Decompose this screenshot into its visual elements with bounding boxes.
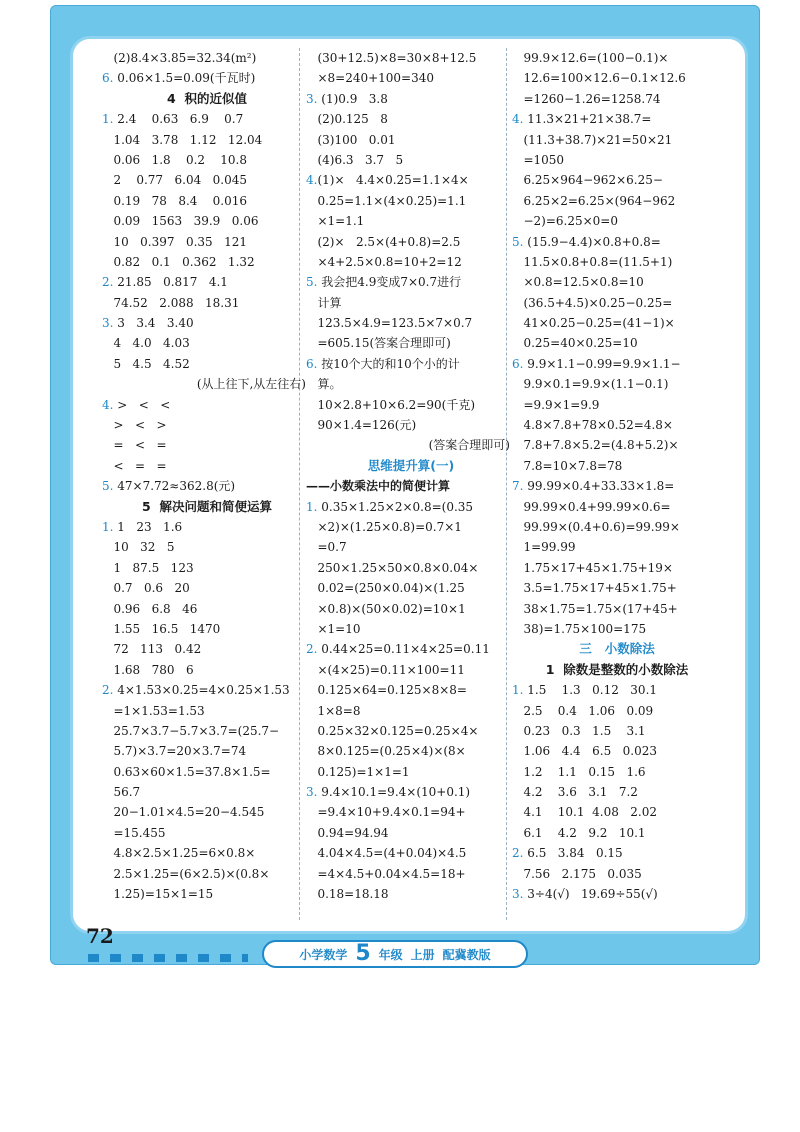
- answer-text: 4.8×2.5×1.25=6×0.8×: [102, 846, 256, 861]
- answer-line: [512, 89, 722, 109]
- answer-line: [102, 191, 312, 211]
- answer-line: [102, 48, 312, 68]
- answer-line: [306, 293, 516, 313]
- answer-text: 0.19 78 8.4 0.016: [102, 193, 248, 208]
- answer-text: 1.25)=15×1=15: [102, 887, 214, 902]
- answer-text: 算。: [306, 377, 342, 392]
- answer-text: 123.5×4.9=123.5×7×0.7: [306, 316, 473, 331]
- answer-line: [512, 293, 722, 313]
- answer-text: 2.5 0.4 1.06 0.09: [512, 703, 654, 718]
- answer-text: 20−1.01×4.5=20−4.545: [102, 805, 265, 820]
- answer-text: ×(4×25)=0.11×100=11: [306, 662, 465, 677]
- answer-line: [512, 782, 722, 802]
- answer-text: ×8=240+100=340: [306, 71, 435, 86]
- answer-text: 72 113 0.42: [102, 642, 202, 657]
- answer-text: 6.5 3.84 0.15: [523, 846, 623, 861]
- answer-text: 0.35×1.25×2×0.8=(0.35: [317, 499, 474, 514]
- answer-line: [306, 639, 516, 659]
- answer-text: 0.25=1.1×(4×0.25)=1.1: [306, 193, 467, 208]
- answer-text: =1×1.53=1.53: [102, 703, 205, 718]
- answer-line: [512, 109, 722, 129]
- question-number: 2.: [306, 642, 318, 657]
- answer-text: 4.04×4.5=(4+0.04)×4.5: [306, 846, 467, 861]
- section-heading: 4 积的近似值: [167, 90, 247, 106]
- answer-text: 0.125)=1×1=1: [306, 764, 410, 779]
- answer-line: [306, 333, 516, 353]
- answer-text: ×1=10: [306, 621, 361, 636]
- answer-text: =9.4×10+9.4×0.1=94+: [306, 805, 466, 820]
- answer-text: 4×1.53×0.25=4×0.25×1.53: [113, 683, 290, 698]
- answer-text: =9.9×1=9.9: [512, 397, 600, 412]
- answer-line: [306, 660, 516, 680]
- answer-line: [102, 619, 312, 639]
- answer-text: (3)100 0.01: [306, 132, 396, 147]
- answer-line: [306, 619, 516, 639]
- answer-line: [306, 843, 516, 863]
- question-number: 1.: [102, 112, 114, 127]
- footer-subject: 小学数学: [299, 947, 348, 962]
- answer-text: 0.96 6.8 46: [102, 601, 198, 616]
- answer-text: 2 0.77 6.04 0.045: [102, 173, 248, 188]
- answer-text: 41×0.25−0.25=(41−1)×: [512, 316, 675, 331]
- answer-line: [306, 782, 516, 802]
- answer-text: 4 4.0 4.03: [102, 336, 190, 351]
- answer-note: (答案合理即可): [428, 438, 510, 453]
- answer-line: [512, 721, 722, 741]
- footer-grade-word: 年级: [378, 947, 403, 962]
- answer-line: [306, 497, 516, 517]
- answer-text: 4.8×7.8+78×0.52=4.8×: [512, 418, 673, 433]
- answer-text: 0.06 1.8 0.2 10.8: [102, 152, 248, 167]
- answer-line: [512, 537, 722, 557]
- answer-line: [512, 558, 722, 578]
- question-number: 3.: [512, 887, 524, 902]
- answer-line: [102, 680, 312, 700]
- answer-text: 10 32 5: [102, 540, 175, 555]
- question-number: 4.: [102, 397, 114, 412]
- question-number: 2.: [102, 683, 114, 698]
- answer-text: 11.3×21+21×38.7=: [523, 112, 652, 127]
- answer-line: [512, 272, 722, 292]
- answer-text: 6.25×964−962×6.25−: [512, 173, 663, 188]
- answer-line: [306, 48, 516, 68]
- answer-line: [306, 395, 516, 415]
- answer-line: [102, 802, 312, 822]
- answer-line: [306, 354, 516, 374]
- section-heading: 1 除数是整数的小数除法: [545, 661, 689, 677]
- answer-text: 2.4 0.63 6.9 0.7: [113, 112, 244, 127]
- answer-line: [306, 89, 516, 109]
- answer-column-1: [102, 48, 312, 904]
- answer-line: [102, 558, 312, 578]
- answer-line: [512, 476, 722, 496]
- answer-text: 5.7)×3.7=20×3.7=74: [102, 744, 247, 759]
- answer-text: ×1=1.1: [306, 214, 365, 229]
- answer-line: [512, 884, 722, 904]
- answer-line: [102, 823, 312, 843]
- answer-line: [512, 150, 722, 170]
- answer-text: (2)8.4×3.85=32.34(m²): [102, 51, 257, 65]
- question-number: 1.: [102, 519, 114, 534]
- page-number: 72: [86, 924, 114, 948]
- answer-text: =1050: [512, 152, 565, 167]
- answer-text: 1.55 16.5 1470: [102, 621, 221, 636]
- answer-line: [102, 476, 312, 496]
- answer-text: ×4+2.5×0.8=10+2=12: [306, 254, 462, 269]
- answer-column-3: [512, 48, 722, 904]
- answer-line: [306, 252, 516, 272]
- answer-line: [306, 232, 516, 252]
- answer-text: 99.9×12.6=(100−0.1)×: [512, 51, 669, 65]
- answer-line: [102, 272, 312, 292]
- answer-text: 0.25=40×0.25=10: [512, 336, 638, 351]
- question-number: 2.: [102, 275, 114, 290]
- question-number: 1.: [306, 499, 318, 514]
- answer-text: 1 87.5 123: [102, 560, 194, 575]
- answer-line: [306, 823, 516, 843]
- answer-line: [512, 843, 722, 863]
- answer-text: 1×8=8: [306, 703, 361, 718]
- answer-text: 10 0.397 0.35 121: [102, 234, 248, 249]
- answer-text: 0.125×64=0.125×8×8=: [306, 683, 467, 698]
- answer-text: (2)× 2.5×(4+0.8)=2.5: [306, 234, 461, 249]
- answer-line: [102, 170, 312, 190]
- answer-line: [306, 802, 516, 822]
- answer-line: [306, 109, 516, 129]
- answer-note: (从上往下,从左往右): [196, 377, 306, 392]
- answer-text: 7.56 2.175 0.035: [512, 866, 642, 881]
- answer-line: [512, 456, 722, 476]
- answer-line: [102, 415, 312, 435]
- answer-line: [102, 456, 312, 476]
- answer-column-2: [306, 48, 516, 904]
- answer-text: 7.8=10×7.8=78: [512, 458, 623, 473]
- answer-text: ×0.8=12.5×0.8=10: [512, 275, 644, 290]
- answer-text: 计算: [306, 295, 342, 310]
- answer-line: [512, 762, 722, 782]
- answer-text: 90×1.4=126(元): [306, 418, 417, 433]
- answer-line: [512, 741, 722, 761]
- answer-text: 12.6=100×12.6−0.1×12.6: [512, 71, 686, 86]
- answer-line: [102, 884, 312, 904]
- answer-line: [512, 354, 722, 374]
- answer-text: 99.99×(0.4+0.6)=99.99×: [512, 519, 680, 534]
- answer-line: [306, 150, 516, 170]
- answer-line: [102, 68, 312, 88]
- answer-text: 11.5×0.8+0.8=(11.5+1): [512, 254, 673, 269]
- answer-text: 1.04 3.78 1.12 12.04: [102, 132, 263, 147]
- answer-line: [306, 762, 516, 782]
- answer-text: 0.44×25=0.11×4×25=0.11: [317, 642, 490, 657]
- answer-line: [512, 211, 722, 231]
- answer-line: [306, 884, 516, 904]
- answer-text: 1.5 1.3 0.12 30.1: [523, 683, 658, 698]
- footer-edition: 配冀教版: [442, 947, 491, 962]
- answer-line: [102, 435, 312, 455]
- answer-text: 3÷4(√) 19.69÷55(√): [523, 887, 658, 902]
- answer-text: 6.25×2=6.25×(964−962: [512, 193, 676, 208]
- answer-line: [512, 170, 722, 190]
- question-number: 4.: [306, 173, 318, 188]
- answer-text: (11.3+38.7)×21=50×21: [512, 132, 673, 147]
- answer-line: [306, 578, 516, 598]
- answer-line: [102, 150, 312, 170]
- section-heading: 5 解决问题和简便运算: [142, 498, 272, 514]
- footer-banner: [262, 940, 528, 968]
- answer-line: [102, 639, 312, 659]
- answer-text: 56.7: [102, 785, 141, 800]
- answer-line: [306, 313, 516, 333]
- answer-text: 0.94=94.94: [306, 825, 389, 840]
- answer-text: 47×7.72≈362.8(元): [113, 479, 236, 494]
- answer-text: 1=99.99: [512, 540, 576, 555]
- answer-text: 0.09 1563 39.9 0.06: [102, 214, 259, 229]
- answer-text: 10×2.8+10×6.2=90(千克): [306, 397, 476, 412]
- answer-text: (1)0.9 3.8: [317, 91, 388, 106]
- question-number: 4.: [512, 112, 524, 127]
- answer-text: 9.9×1.1−0.99=9.9×1.1−: [523, 356, 681, 371]
- answer-text: 8×0.125=(0.25×4)×(8×: [306, 744, 466, 759]
- answer-text: 1.2 1.1 0.15 1.6: [512, 764, 646, 779]
- answer-text: < = =: [102, 458, 167, 473]
- answer-line: [102, 537, 312, 557]
- answer-text: 4.2 3.6 3.1 7.2: [512, 785, 638, 800]
- section-heading: 思维提升算(一): [367, 457, 455, 473]
- answer-text: 7.8+7.8×5.2=(4.8+5.2)×: [512, 438, 679, 453]
- answer-text: 按10个大的和10个小的计: [317, 356, 460, 371]
- section-subtitle: ——小数乘法中的简便计算: [306, 479, 451, 494]
- answer-line: [512, 680, 722, 700]
- answer-text: 0.7 0.6 20: [102, 581, 190, 596]
- answer-line: [102, 701, 312, 721]
- answer-line: [306, 191, 516, 211]
- question-number: 6.: [512, 356, 524, 371]
- answer-line: [102, 395, 312, 415]
- answer-text: =4×4.5+0.04×4.5=18+: [306, 866, 466, 881]
- answer-line: [512, 497, 722, 517]
- footer-volume: 上册: [410, 947, 435, 962]
- answer-text: 0.18=18.18: [306, 887, 389, 902]
- answer-text: 2.5×1.25=(6×2.5)×(0.8×: [102, 866, 270, 881]
- answer-line: [512, 517, 722, 537]
- answer-text: 3 3.4 3.40: [113, 316, 194, 331]
- answer-text: (2)0.125 8: [306, 112, 388, 127]
- answer-text: (36.5+4.5)×0.25−0.25=: [512, 295, 673, 310]
- answer-line: [512, 333, 722, 353]
- question-number: 5.: [512, 234, 524, 249]
- answer-text: 9.4×10.1=9.4×(10+0.1): [317, 785, 471, 800]
- answer-text: =1260−1.26=1258.74: [512, 91, 661, 106]
- section-heading: 三 小数除法: [579, 641, 655, 657]
- answer-line: [102, 354, 312, 374]
- answer-text: ×2)×(1.25×0.8)=0.7×1: [306, 519, 462, 534]
- answer-line: [512, 191, 722, 211]
- answer-line: [102, 578, 312, 598]
- answer-text: (30+12.5)×8=30×8+12.5: [306, 51, 477, 65]
- answer-line: [306, 701, 516, 721]
- answer-line: [102, 232, 312, 252]
- answer-text: 99.99×0.4+33.33×1.8=: [523, 479, 675, 494]
- answer-text: 0.02=(250×0.04)×(1.25: [306, 581, 465, 596]
- answer-text: =0.7: [306, 540, 347, 555]
- answer-line: [512, 578, 722, 598]
- answer-text: (4)6.3 3.7 5: [306, 152, 404, 167]
- question-number: 5.: [102, 479, 114, 494]
- answer-line: [306, 721, 516, 741]
- answer-line: [306, 537, 516, 557]
- answer-line: [306, 558, 516, 578]
- answer-line: [306, 374, 516, 394]
- answer-text: 我会把4.9变成7×0.7进行: [317, 275, 462, 290]
- answer-line: [102, 333, 312, 353]
- answer-line: [306, 680, 516, 700]
- question-number: 7.: [512, 479, 524, 494]
- answer-line: [102, 721, 312, 741]
- answer-text: = < =: [102, 438, 167, 453]
- answer-text: 0.06×1.5=0.09(千瓦时): [113, 71, 256, 86]
- answer-text: 38×1.75=1.75×(17+45+: [512, 601, 678, 616]
- answer-line: [102, 741, 312, 761]
- answer-line: [102, 762, 312, 782]
- footer-grade-number: 5: [355, 941, 371, 966]
- answer-line: [306, 741, 516, 761]
- answer-line: [306, 68, 516, 88]
- answer-line: [306, 864, 516, 884]
- answer-line: [102, 252, 312, 272]
- answer-line: [512, 701, 722, 721]
- answer-line: [102, 211, 312, 231]
- answer-line: [102, 660, 312, 680]
- answer-line: [512, 395, 722, 415]
- answer-text: 3.5=1.75×17+45×1.75+: [512, 581, 677, 596]
- answer-line: [512, 435, 722, 455]
- question-number: 5.: [306, 275, 318, 290]
- answer-line: [512, 374, 722, 394]
- answer-line: [102, 517, 312, 537]
- answer-line: [512, 68, 722, 88]
- answer-line: [512, 599, 722, 619]
- answer-text: 5 4.5 4.52: [102, 356, 190, 371]
- question-number: 1.: [512, 683, 524, 698]
- answer-text: 38)=1.75×100=175: [512, 621, 647, 636]
- answer-text: 0.82 0.1 0.362 1.32: [102, 254, 255, 269]
- footer-dash-decoration: [88, 954, 248, 962]
- answer-line: [512, 313, 722, 333]
- answer-line: [102, 293, 312, 313]
- answer-line: [306, 517, 516, 537]
- answer-line: [306, 272, 516, 292]
- answer-text: 1.75×17+45×1.75+19×: [512, 560, 673, 575]
- answer-text: −2)=6.25×0=0: [512, 214, 618, 229]
- answer-text: 99.99×0.4+99.99×0.6=: [512, 499, 671, 514]
- question-number: 3.: [102, 316, 114, 331]
- answer-text: 1.06 4.4 6.5 0.023: [512, 744, 658, 759]
- answer-text: 74.52 2.088 18.31: [102, 295, 240, 310]
- answer-text: (1)× 4.4×0.25=1.1×4×: [317, 173, 469, 188]
- answer-line: [306, 170, 516, 190]
- answer-line: [512, 415, 722, 435]
- answer-text: 4.1 10.1 4.08 2.02: [512, 805, 658, 820]
- answer-line: [306, 599, 516, 619]
- question-number: 2.: [512, 846, 524, 861]
- answer-line: [102, 782, 312, 802]
- answer-line: [512, 619, 722, 639]
- answer-line: [102, 864, 312, 884]
- answer-text: 25.7×3.7−5.7×3.7=(25.7−: [102, 723, 280, 738]
- answer-line: [102, 130, 312, 150]
- answer-text: 0.23 0.3 1.5 3.1: [512, 723, 646, 738]
- answer-text: 21.85 0.817 4.1: [113, 275, 228, 290]
- answer-text: 1.68 780 6: [102, 662, 194, 677]
- answer-line: [512, 252, 722, 272]
- answer-line: [512, 130, 722, 150]
- answer-text: (15.9−4.4)×0.8+0.8=: [523, 234, 661, 249]
- answer-line: [306, 211, 516, 231]
- answer-line: [102, 843, 312, 863]
- answer-line: [306, 130, 516, 150]
- answer-text: =15.455: [102, 825, 166, 840]
- question-number: 6.: [102, 71, 114, 86]
- answer-text: 1 23 1.6: [113, 519, 183, 534]
- answer-text: 0.63×60×1.5=37.8×1.5=: [102, 764, 271, 779]
- answer-text: =605.15(答案合理即可): [306, 336, 451, 351]
- answer-line: [512, 232, 722, 252]
- answer-line: [512, 823, 722, 843]
- answer-text: > < <: [113, 397, 171, 412]
- answer-line: [512, 802, 722, 822]
- question-number: 6.: [306, 356, 318, 371]
- answer-text: 9.9×0.1=9.9×(1.1−0.1): [512, 377, 669, 392]
- answer-text: 6.1 4.2 9.2 10.1: [512, 825, 646, 840]
- answer-line: [512, 864, 722, 884]
- question-number: 3.: [306, 91, 318, 106]
- answer-text: > < >: [102, 418, 167, 433]
- answer-line: [102, 109, 312, 129]
- answer-text: 250×1.25×50×0.8×0.04×: [306, 560, 479, 575]
- answer-text: ×0.8)×(50×0.02)=10×1: [306, 601, 466, 616]
- answer-line: [102, 313, 312, 333]
- question-number: 3.: [306, 785, 318, 800]
- answer-line: [306, 415, 516, 435]
- answer-line: [102, 599, 312, 619]
- answer-text: 0.25×32×0.125=0.25×4×: [306, 723, 479, 738]
- answer-line: [512, 48, 722, 68]
